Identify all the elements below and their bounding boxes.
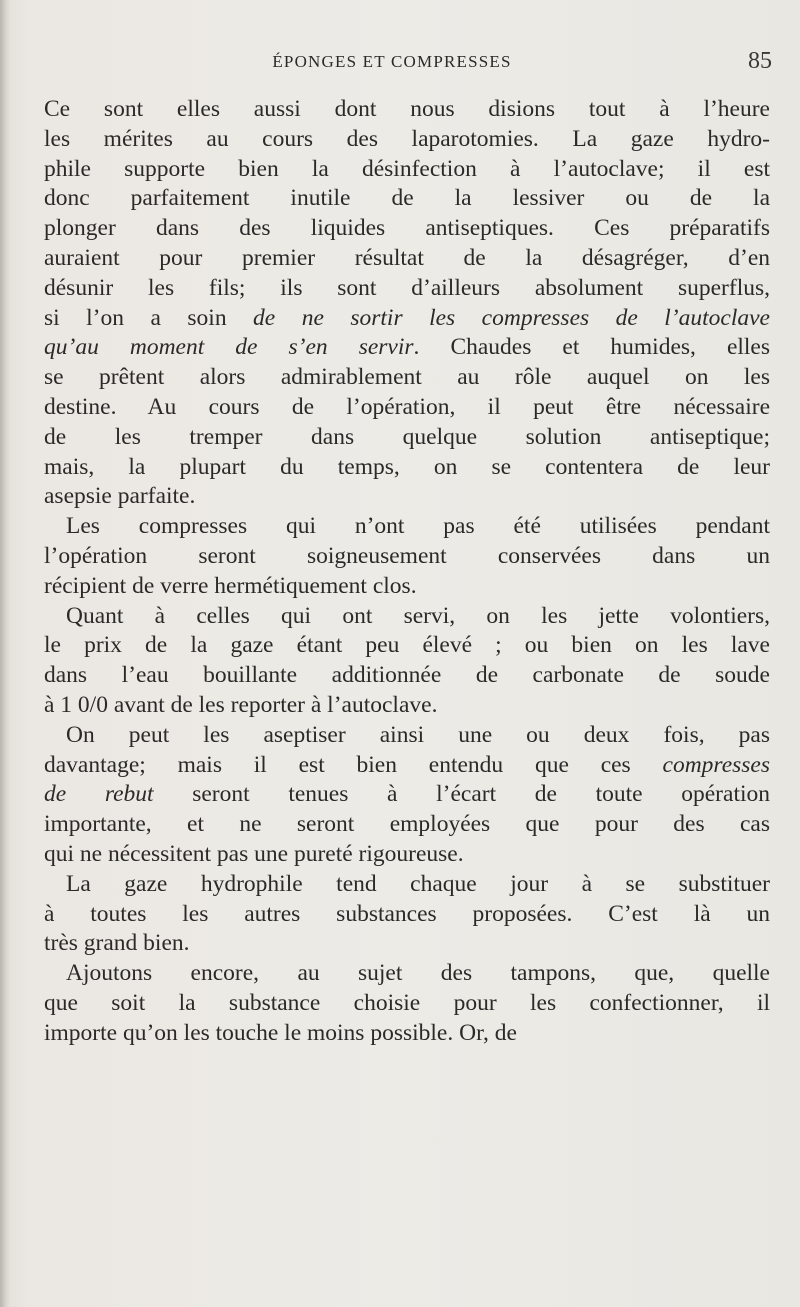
text-line [44, 393, 770, 423]
text: On peut les aseptiser ainsi une ou deux fois, pas [66, 721, 770, 748]
paragraph [44, 870, 770, 959]
text: se prêtent alors admirablement au rôle auquel on les [44, 364, 770, 391]
text-line [44, 155, 770, 185]
italic-text: de ne sortir les compresses de l’autoclave [253, 304, 770, 331]
text: l’opération seront soigneusement conservées dans un [44, 542, 770, 569]
text-line [44, 989, 770, 1019]
text: La gaze hydrophile tend chaque jour à se substituer [66, 870, 770, 897]
text: le prix de la gaze étant peu élevé ; ou bien on les lave [44, 632, 770, 659]
text: phile supporte bien la désinfection à l’autoclave; il est [44, 155, 770, 182]
italic-text: qu’au moment de s’en servir [44, 334, 414, 361]
italic-text: de rebut [44, 781, 154, 808]
text: Ajoutons encore, au sujet des tampons, que, quelle [66, 960, 770, 987]
text: très grand bien. [44, 930, 190, 957]
text: récipient de verre hermétiquement clos. [44, 572, 417, 599]
text: qui ne nécessitent pas une pureté rigoureuse. [44, 840, 464, 867]
paragraph [44, 95, 770, 512]
text-line [44, 661, 770, 691]
text-line [44, 721, 770, 751]
text-line [44, 125, 770, 155]
text: désunir les fils; ils sont d’ailleurs absolument superflus, [44, 274, 770, 301]
text: à toutes les autres substances proposées. C’est là un [44, 900, 770, 927]
text: importe qu’on les touche le moins possible. Or, de [44, 1019, 517, 1046]
text-line [44, 780, 770, 810]
text: Ce sont elles aussi dont nous disions tout à l’heure [44, 96, 770, 122]
text: plonger dans des liquides antiseptiques. Ces préparatifs [44, 215, 770, 242]
text: à 1 0/0 avant de les reporter à l’autoclave. [44, 691, 438, 718]
text: seront tenues à l’écart de toute opération [153, 781, 770, 808]
text: davantage; mais il est bien entendu que ces [44, 751, 663, 778]
text-line [44, 453, 770, 483]
text: auraient pour premier résultat de la désagréger, d’en [44, 244, 770, 271]
text-line [44, 184, 770, 214]
text-line [44, 1019, 770, 1049]
paragraph [44, 959, 770, 1048]
text-line [44, 929, 770, 959]
text-line [44, 810, 770, 840]
paragraph [44, 721, 770, 870]
text-line [44, 214, 770, 244]
text-line [44, 274, 770, 304]
text: mais, la plupart du temps, on se contentera de leur [44, 453, 770, 480]
body-text [44, 95, 770, 1049]
text-line [44, 900, 770, 930]
text-line [44, 423, 770, 453]
paragraph [44, 512, 770, 601]
running-title: ÉPONGES ET COMPRESSES [272, 52, 512, 71]
text-line [44, 95, 770, 125]
text: importante, et ne seront employées que pour des cas [44, 811, 770, 838]
text: Quant à celles qui ont servi, on les jette volontiers, [66, 602, 770, 629]
text: de les tremper dans quelque solution antiseptique; [44, 423, 770, 450]
italic-text: compresses [662, 751, 770, 778]
text-line [44, 870, 770, 900]
text-line [44, 244, 770, 274]
text-line [44, 542, 770, 572]
text-line [44, 512, 770, 542]
text-line [44, 840, 770, 870]
text: les mérites au cours des laparotomies. La gaze hydro- [44, 125, 770, 152]
page-header [0, 48, 800, 80]
text: dans l’eau bouillante additionnée de carbonate de soude [44, 662, 770, 689]
text-line [44, 959, 770, 989]
page-gutter-shadow [0, 0, 10, 1307]
text-line [44, 482, 770, 512]
paragraph [44, 602, 770, 721]
text: asepsie parfaite. [44, 483, 196, 510]
text-line [44, 363, 770, 393]
text-line [44, 751, 770, 781]
text: destine. Au cours de l’opération, il peut être nécessaire [44, 393, 770, 420]
text: si l’on a soin [44, 304, 254, 331]
page-number: 85 [748, 48, 772, 74]
text-line [44, 631, 770, 661]
text: Les compresses qui n’ont pas été utilisées pendant [66, 513, 770, 540]
text: donc parfaitement inutile de la lessiver ou de la [44, 185, 770, 212]
text-line [44, 602, 770, 632]
text-line [44, 304, 770, 334]
text-line [44, 333, 770, 363]
text-line [44, 572, 770, 602]
text: que soit la substance choisie pour les confectionner, il [44, 989, 770, 1016]
text: . Chaudes et humides, elles [413, 334, 771, 361]
text-line [44, 691, 770, 721]
